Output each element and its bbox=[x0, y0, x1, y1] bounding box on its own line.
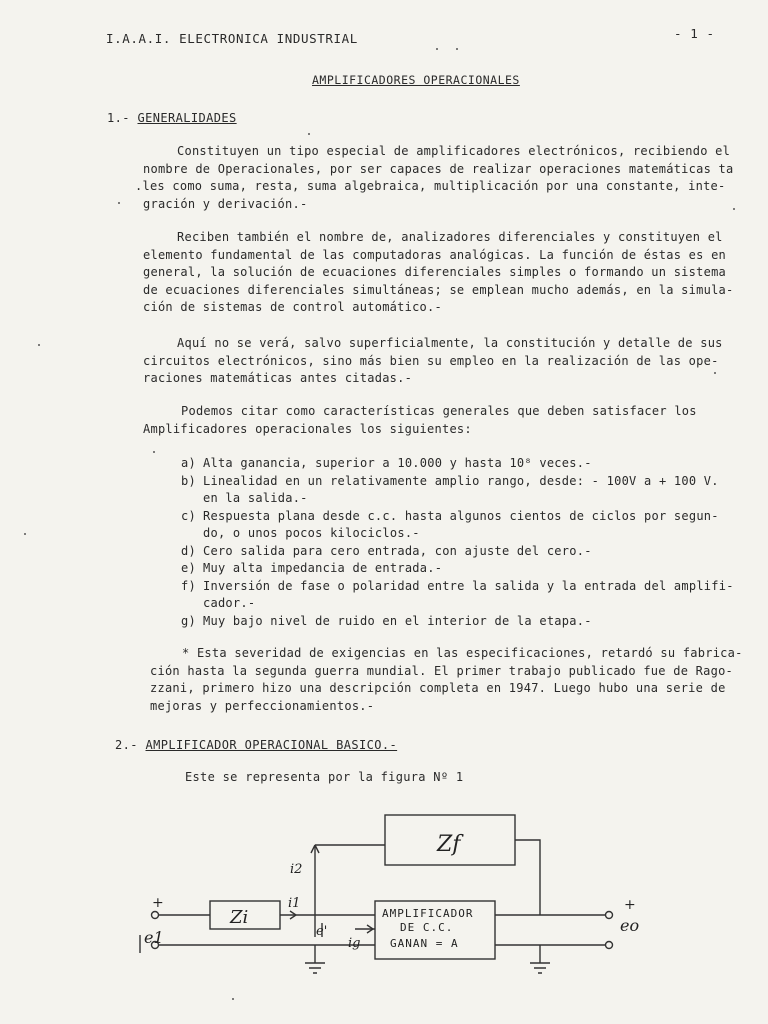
list-item-continuation: en la salida.- bbox=[203, 491, 308, 505]
list-marker: e) bbox=[181, 561, 196, 575]
output-plus-label: + bbox=[624, 897, 636, 913]
list-item-text: Inversión de fase o polaridad entre la salida y la entrada del amplifi- bbox=[203, 578, 734, 593]
list-item bbox=[181, 455, 734, 473]
page-number: - 1 - bbox=[674, 26, 715, 41]
section-2-heading bbox=[115, 738, 397, 752]
paper-speck bbox=[24, 533, 26, 535]
paper-speck bbox=[308, 133, 310, 135]
e1-label: e1 bbox=[144, 928, 164, 947]
section-1-number: 1.- bbox=[107, 111, 130, 125]
list-item bbox=[181, 473, 734, 491]
input-terminal-top bbox=[152, 912, 159, 919]
list-item-text: Muy bajo nivel de ruido en el interior de la etapa.- bbox=[203, 613, 592, 628]
text-line: Constituyen un tipo especial de amplificadores electrónicos, recibiendo el bbox=[177, 144, 731, 158]
text-line: ción de sistemas de control automático.- bbox=[143, 300, 442, 314]
paragraph-3 bbox=[143, 335, 763, 388]
text-line: elemento fundamental de las computadoras analógicas. La función de éstas es en bbox=[143, 247, 727, 262]
paper-speck bbox=[153, 451, 155, 453]
output-terminal-top bbox=[606, 912, 613, 919]
text-line: mejoras y perfeccionamientos.- bbox=[150, 698, 375, 713]
circuit-figure-1 bbox=[130, 805, 650, 1005]
e-prime-label: e' bbox=[316, 924, 328, 939]
section-1-heading bbox=[107, 111, 237, 125]
list-item bbox=[181, 578, 734, 596]
section-2-number: 2.- bbox=[115, 738, 138, 752]
figure-intro: Este se representa por la figura Nº 1 bbox=[185, 770, 464, 784]
text-line: nombre de Operacionales, por ser capaces de realizar operaciones matemáticas ta bbox=[143, 161, 734, 176]
paper-speck bbox=[733, 208, 735, 210]
text-line: de ecuaciones diferenciales simultáneas; se emplean mucho además, en la simula- bbox=[143, 282, 734, 297]
paper-speck bbox=[456, 48, 458, 50]
list-marker: a) bbox=[181, 456, 196, 470]
paragraph-4 bbox=[143, 403, 763, 438]
list-item-text: Cero salida para cero entrada, con ajuste del cero.- bbox=[203, 543, 592, 558]
i1-label: i1 bbox=[288, 896, 301, 911]
input-plus-label: + bbox=[152, 895, 164, 911]
paragraph-2 bbox=[143, 229, 763, 317]
list-marker: f) bbox=[181, 578, 196, 593]
text-line: gración y derivación.- bbox=[143, 196, 308, 211]
text-line: * Esta severidad de exigencias en las especificaciones, retardó su fabrica- bbox=[182, 646, 743, 660]
list-item-continuation: do, o unos pocos kilociclos.- bbox=[203, 526, 420, 540]
section-1-title: GENERALIDADES bbox=[137, 111, 237, 125]
list-marker: g) bbox=[181, 613, 196, 628]
list-item-text: Linealidad en un relativamente amplio rango, desde: - 100V a + 100 V. bbox=[203, 473, 719, 488]
characteristics-list bbox=[181, 455, 734, 630]
section-2-title: AMPLIFICADOR OPERACIONAL BASICO.- bbox=[145, 738, 398, 752]
zi-label: Zi bbox=[230, 907, 249, 928]
amp-label-line-1: AMPLIFICADOR bbox=[382, 907, 474, 920]
list-marker: d) bbox=[181, 543, 196, 558]
closing-paragraph bbox=[150, 645, 762, 715]
text-line: Podemos citar como características generales que deben satisfacer los bbox=[181, 404, 697, 418]
text-line: ción hasta la segunda guerra mundial. El primer trabajo publicado fue de Rago- bbox=[150, 663, 734, 678]
eo-label: eo bbox=[620, 916, 640, 935]
text-line: zzani, primero hizo una descripción completa en 1947. Luego hubo una serie de bbox=[150, 681, 726, 695]
feedback-wire bbox=[315, 840, 540, 915]
list-item-text: Muy alta impedancia de entrada.- bbox=[203, 561, 443, 575]
list-marker: c) bbox=[181, 508, 196, 523]
text-line: Aquí no se verá, salvo superficialmente, la constitución y detalle de sus bbox=[177, 336, 723, 350]
ground-symbol-left bbox=[305, 945, 325, 973]
list-item bbox=[181, 613, 734, 631]
i2-label: i2 bbox=[290, 862, 303, 877]
text-line: Reciben también el nombre de, analizadores diferenciales y constituyen el bbox=[177, 230, 723, 244]
list-item-text: Alta ganancia, superior a 10.000 y hasta 10⁸ veces.- bbox=[203, 456, 592, 470]
list-item bbox=[181, 560, 734, 578]
ig-label: ig bbox=[348, 936, 361, 951]
list-item bbox=[181, 508, 734, 526]
ground-symbol-right bbox=[530, 945, 550, 973]
paragraph-1 bbox=[135, 143, 763, 213]
text-line: general, la solución de ecuaciones diferenciales simples o formando un sistema bbox=[143, 265, 727, 279]
paper-speck bbox=[38, 344, 40, 346]
text-line: Amplificadores operacionales los siguientes: bbox=[143, 421, 472, 436]
output-terminal-bottom bbox=[606, 942, 613, 949]
paper-speck bbox=[714, 372, 716, 374]
paper-speck bbox=[232, 998, 234, 1000]
text-line: .les como suma, resta, suma algebraica, multiplicación por una constante, inte- bbox=[135, 179, 726, 193]
amp-label-line-2: DE C.C. bbox=[400, 921, 454, 934]
text-line: circuitos electrónicos, sino más bien su empleo en la realización de las ope- bbox=[143, 353, 719, 368]
amp-label-line-3: GANAN = A bbox=[390, 937, 459, 950]
list-item-continuation: cador.- bbox=[203, 596, 256, 610]
paper-speck bbox=[436, 48, 438, 50]
zf-label: Zf bbox=[437, 832, 461, 857]
document-title: AMPLIFICADORES OPERACIONALES bbox=[312, 73, 520, 87]
list-item bbox=[181, 543, 734, 561]
paper-speck bbox=[118, 202, 120, 204]
list-marker: b) bbox=[181, 473, 196, 488]
list-item-text: Respuesta plana desde c.c. hasta algunos cientos de ciclos por segun- bbox=[203, 508, 719, 523]
header-institution: I.A.A.I. ELECTRONICA INDUSTRIAL bbox=[106, 31, 358, 46]
text-line: raciones matemáticas antes citadas.- bbox=[143, 371, 413, 385]
